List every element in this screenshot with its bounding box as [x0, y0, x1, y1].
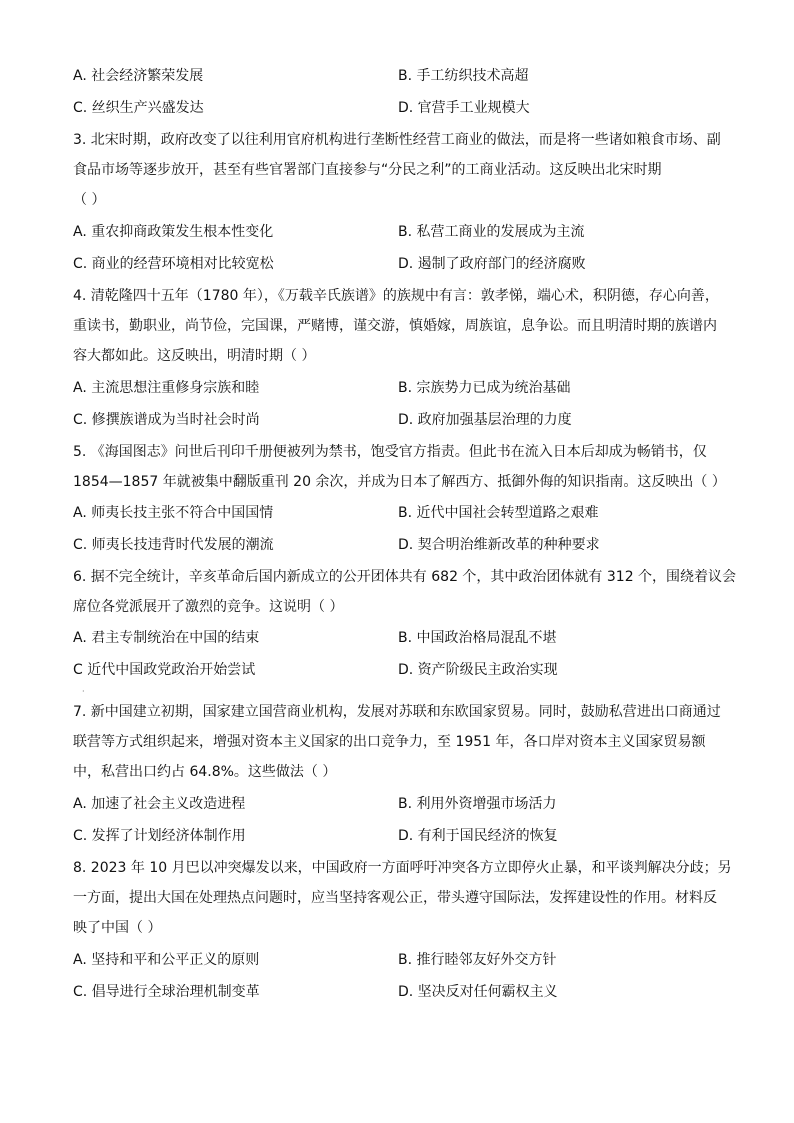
q7-stem-line-3: 中，私营出口约占 64.8%。这些做法（ ） [73, 764, 337, 780]
q5-stem-line-2: 1854—1857 年就被集中翻版重刊 20 余次，并成为日本了解西方、抵御外侮的知识指南。这反映出（ ） [73, 474, 726, 490]
q7-stem-line-2: 联营等方式组织起来，增强对资本主义国家的出口竞争力，至 1951 年，各口岸对资本主义国家贸易额 [73, 734, 706, 750]
q7-option-a: A. 加速了社会主义改造进程 [73, 796, 246, 812]
q7-option-d: D. 有利于国民经济的恢复 [398, 828, 558, 844]
q4-stem-line-1: 4. 清乾隆四十五年（1780 年），《万载辛氏族谱》的族规中有言：敦孝悌，端心术，积阴德，存心向善， [73, 288, 719, 304]
q7-stem-line-1: 7. 新中国建立初期，国家建立国营商业机构，发展对苏联和东欧国家贸易。同时，鼓励私营进出口商通过 [73, 704, 721, 720]
q4-option-d: D. 政府加强基层治理的力度 [398, 412, 572, 428]
q5-option-a: A. 师夷长技主张不符合中国国情 [73, 505, 274, 521]
q4-option-b: B. 宗族势力已成为统治基础 [398, 380, 571, 396]
q7-option-c: C. 发挥了计划经济体制作用 [73, 828, 246, 844]
q4-option-a: A. 主流思想注重修身宗族和睦 [73, 380, 260, 396]
q3-option-d: D. 遏制了政府部门的经济腐败 [398, 256, 586, 272]
q2-option-d: D. 官营手工业规模大 [398, 100, 530, 116]
q3-option-c: C. 商业的经营环境相对比较宽松 [73, 256, 274, 272]
q8-stem-line-1: 8. 2023 年 10 月巴以冲突爆发以来，中国政府一方面呼吁冲突各方立即停火止暴，和平谈判解决分歧；另 [73, 860, 732, 876]
q3-option-a: A. 重农抑商政策发生根本性变化 [73, 224, 274, 240]
q6-option-c: C 近代中国政党政治开始尝试 [73, 662, 256, 678]
q3-stem-line-2: 食品市场等逐步放开，甚至有些官署部门直接参与“分民之利”的工商业活动。这反映出北宋时期 [73, 162, 662, 178]
q2-option-a: A. 社会经济繁荣发展 [73, 68, 204, 84]
q4-stem-line-2: 重读书，勤职业，尚节俭，完国课，严赌博，谨交游，慎婚嫁，周族谊，息争讼。而且明清时期的族谱内 [73, 318, 717, 334]
q6-stem-line-2: 席位各党派展开了激烈的竞争。这说明（ ） [73, 599, 344, 615]
q8-option-b: B. 推行睦邻友好外交方针 [398, 952, 557, 968]
q6-option-d: D. 资产阶级民主政治实现 [398, 662, 558, 678]
q8-stem-line-2: 一方面，提出大国在处理热点问题时，应当坚持客观公正，带头遵守国际法，发挥建设性的作用。材料反 [73, 890, 717, 906]
q3-stem-line-3: （ ） [73, 192, 106, 208]
q6-stem-line-1: 6. 据不完全统计，辛亥革命后国内新成立的公开团体共有 682 个，其中政治团体就有 312 个，围绕着议会 [73, 569, 737, 585]
q4-option-c: C. 修撰族谱成为当时社会时尚 [73, 412, 260, 428]
q4-stem-line-3: 容大都如此。这反映出，明清时期（ ） [73, 348, 316, 364]
q3-stem-line-1: 3. 北宋时期，政府改变了以往利用官府机构进行垄断性经营工商业的做法，而是将一些诸如粮食市场、副 [73, 132, 721, 148]
q7-option-b: B. 利用外资增强市场活力 [398, 796, 557, 812]
q8-option-d: D. 坚决反对任何霸权主义 [398, 984, 558, 1000]
q8-option-c: C. 倡导进行全球治理机制变革 [73, 984, 260, 1000]
q5-option-c: C. 师夷长技违背时代发展的潮流 [73, 537, 274, 553]
q6-option-b: B. 中国政治格局混乱不堪 [398, 630, 557, 646]
q3-option-b: B. 私营工商业的发展成为主流 [398, 224, 585, 240]
q2-option-c: C. 丝织生产兴盛发达 [73, 100, 204, 116]
q8-stem-line-3: 映了中国（ ） [73, 920, 162, 936]
q6-option-a: A. 君主专制统治在中国的结束 [73, 630, 260, 646]
q2-option-b: B. 手工纺织技术高超 [398, 68, 529, 84]
q5-option-d: D. 契合明治维新改革的种种要求 [398, 537, 600, 553]
stray-mark: · [82, 687, 85, 696]
q8-option-a: A. 坚持和平和公平正义的原则 [73, 952, 260, 968]
q5-option-b: B. 近代中国社会转型道路之艰难 [398, 505, 599, 521]
q5-stem-line-1: 5. 《海国图志》问世后刊印千册便被列为禁书，饱受官方指责。但此书在流入日本后却成为畅销书，仅 [73, 444, 707, 460]
